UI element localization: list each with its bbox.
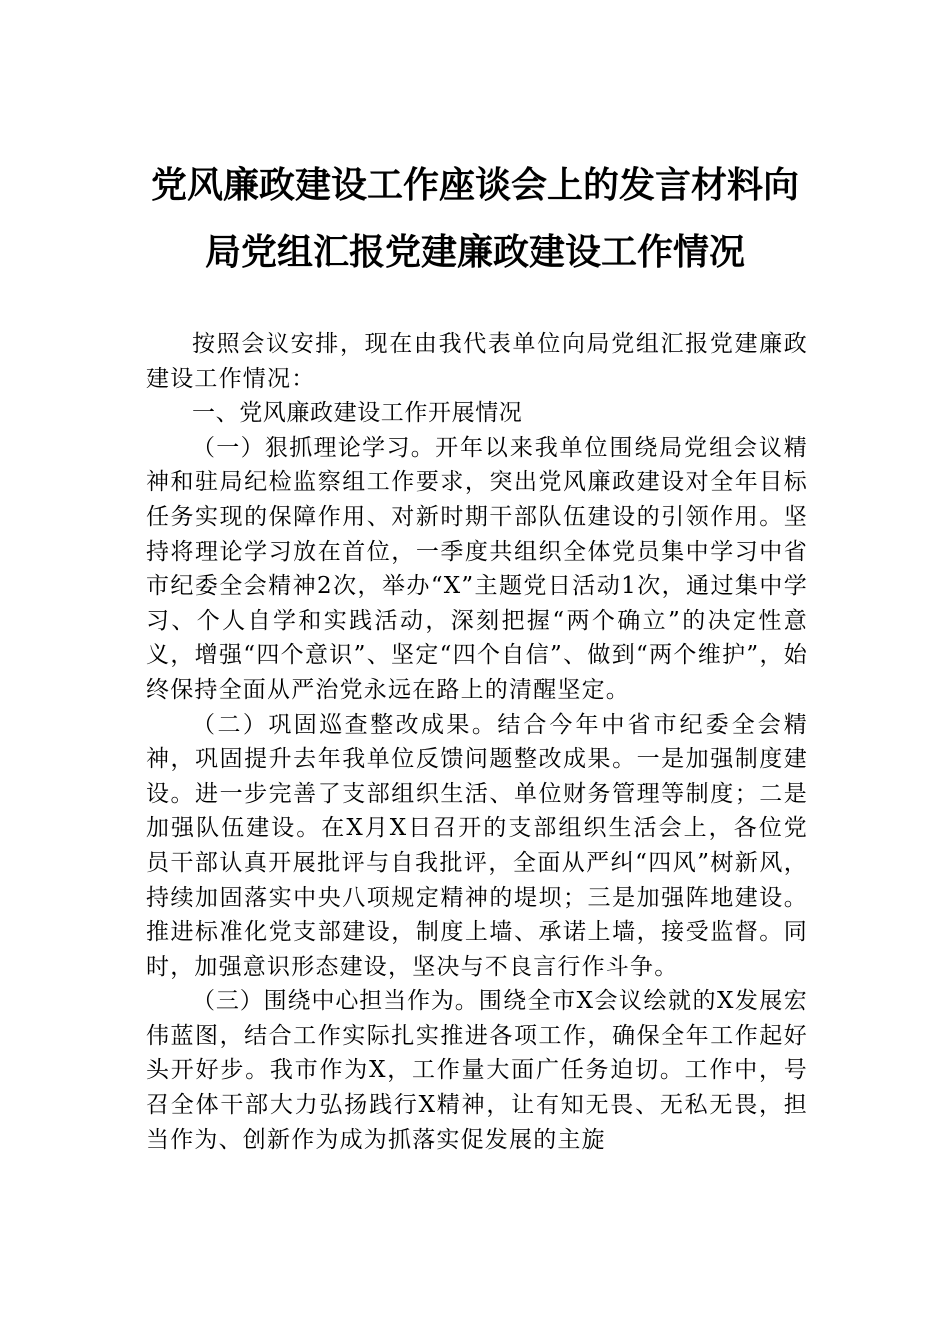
document-body	[146, 327, 808, 1157]
item-text-2: 结合今年中省市纪委全会精神，巩固提升去年我单位反馈问题整改成果。一是加强制度建设。进一步完善了支部组织生活、单位财务管理等制度；二是加强队伍建设。在X月X日召开的支部组织生活会上，各位党员干部认真开展批评与自我批评，全面从严纠“四风”树新风，持续加固落实中央八项规定精神的堤坝；三是加强阵地建设。推进标准化党支部建设，制度上墙、承诺上墙，接受监督。同时，加强意识形态建设，坚决与不良言行作斗争。	[146, 711, 809, 980]
item-paragraph-2	[146, 708, 808, 985]
document-title-line-2: 局党组汇报党建廉政建设工作情况	[204, 231, 745, 273]
item-heading-3: （三）围绕中心担当作为。	[192, 988, 479, 1015]
item-paragraph-1	[146, 431, 808, 708]
document-title-line-1: 党风廉政建设工作座谈会上的发言材料向	[150, 164, 799, 206]
item-text-1: 开年以来我单位围绕局党组会议精神和驻局纪检监察组工作要求，突出党风廉政建设对全年目标任务实现的保障作用、对新时期干部队伍建设的引领作用。坚持将理论学习放在首位，一季度共组织全体党员集中学习中省市纪委全会精神2次，举办“X”主题党日活动1次，通过集中学习、个人自学和实践活动，深刻把握“两个确立”的决定性意义，增强“四个意识”、坚定“四个自信”、做到“两个维护”，始终保持全面从严治党永远在路上的清醒坚定。	[146, 434, 809, 703]
item-text-3: 围绕全市X会议绘就的X发展宏伟蓝图，结合工作实际扎实推进各项工作，确保全年工作起好头开好步。我市作为X，工作量大面广任务迫切。工作中，号召全体干部大力弘扬践行X精神，让有知无畏、无私无畏，担当作为、创新作为成为抓落实促发展的主旋	[146, 988, 808, 1153]
item-heading-1: （一）狠抓理论学习。	[192, 434, 436, 461]
item-heading-2: （二）巩固巡查整改成果。	[192, 711, 498, 738]
section-heading: 一、党风廉政建设工作开展情况	[192, 400, 523, 427]
item-paragraph-3	[146, 984, 808, 1157]
intro-paragraph: 按照会议安排，现在由我代表单位向局党组汇报党建廉政建设工作情况：	[146, 331, 808, 392]
